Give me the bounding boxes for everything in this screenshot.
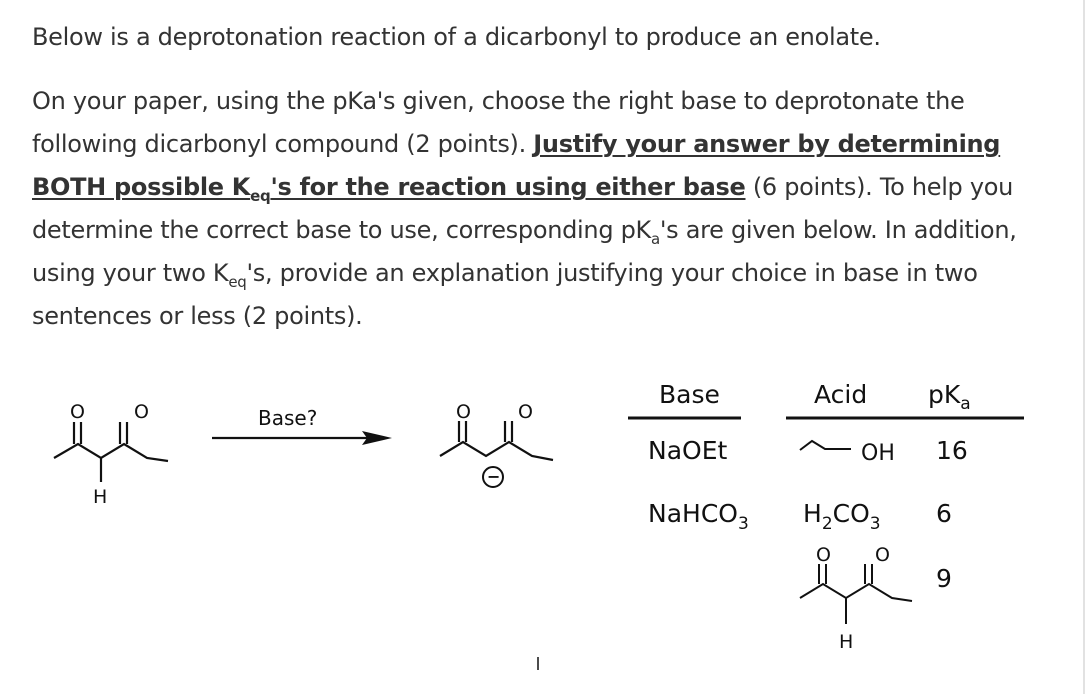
- product-oxygen-right: O: [518, 401, 533, 423]
- question-part1: On your paper, using the pKa's given, choose the right base to deprotonate the following dicarbonyl compound (2 points).: [32, 87, 965, 158]
- row1-acid: OH: [861, 441, 895, 466]
- row3-pka: 9: [936, 564, 952, 593]
- product-negative-charge: −: [487, 467, 501, 486]
- row1-pka: 16: [936, 436, 968, 465]
- row2-base: NaHCO$_3$: [648, 499, 749, 534]
- header-acid: Acid: [814, 380, 868, 409]
- question-part2-sub: a: [650, 230, 660, 248]
- row2-pka: 6: [936, 499, 952, 528]
- arrow-base-label: Base?: [258, 406, 318, 430]
- question-part3: 's are given below. In addition, using your two K: [32, 216, 1017, 287]
- row3-oxygen-right: O: [875, 544, 890, 566]
- product-oxygen-left: O: [456, 401, 471, 423]
- reaction-arrow: [212, 406, 392, 445]
- question-part3-sub: eq: [228, 273, 247, 291]
- question-paragraph: [32, 80, 1042, 338]
- row3-oxygen-left: O: [816, 544, 831, 566]
- intro-paragraph: Below is a deprotonation reaction of a dicarbonyl to produce an enolate.: [32, 23, 881, 51]
- question-part4: 's, provide an explanation justifying your choice in base in two sentences or less (2 points).: [32, 259, 978, 330]
- row3-hydrogen: H: [839, 631, 854, 653]
- question-emph1: Justify your answer by determining BOTH possible K: [32, 130, 1001, 201]
- product-structure: [440, 401, 553, 487]
- reactant-oxygen-right: O: [134, 401, 149, 423]
- question-emph2: 's for the reaction using either base: [270, 173, 746, 201]
- pka-table: [628, 380, 1024, 653]
- reactant-oxygen-left: O: [70, 401, 85, 423]
- header-base: Base: [659, 380, 720, 409]
- row2-acid: $H_2CO_3$: [803, 499, 881, 534]
- header-pka: $pK_a$: [928, 380, 971, 414]
- question-emph1-sub: eq: [250, 187, 271, 205]
- reaction-scheme: [0, 360, 1088, 694]
- row3-acid-structure: [800, 544, 912, 653]
- reactant-hydrogen: H: [93, 486, 108, 508]
- question-part2: (6 points). To help you determine the correct base to use, corresponding pK: [32, 173, 1014, 244]
- reactant-structure: [54, 401, 168, 508]
- row1-base: NaOEt: [648, 436, 728, 465]
